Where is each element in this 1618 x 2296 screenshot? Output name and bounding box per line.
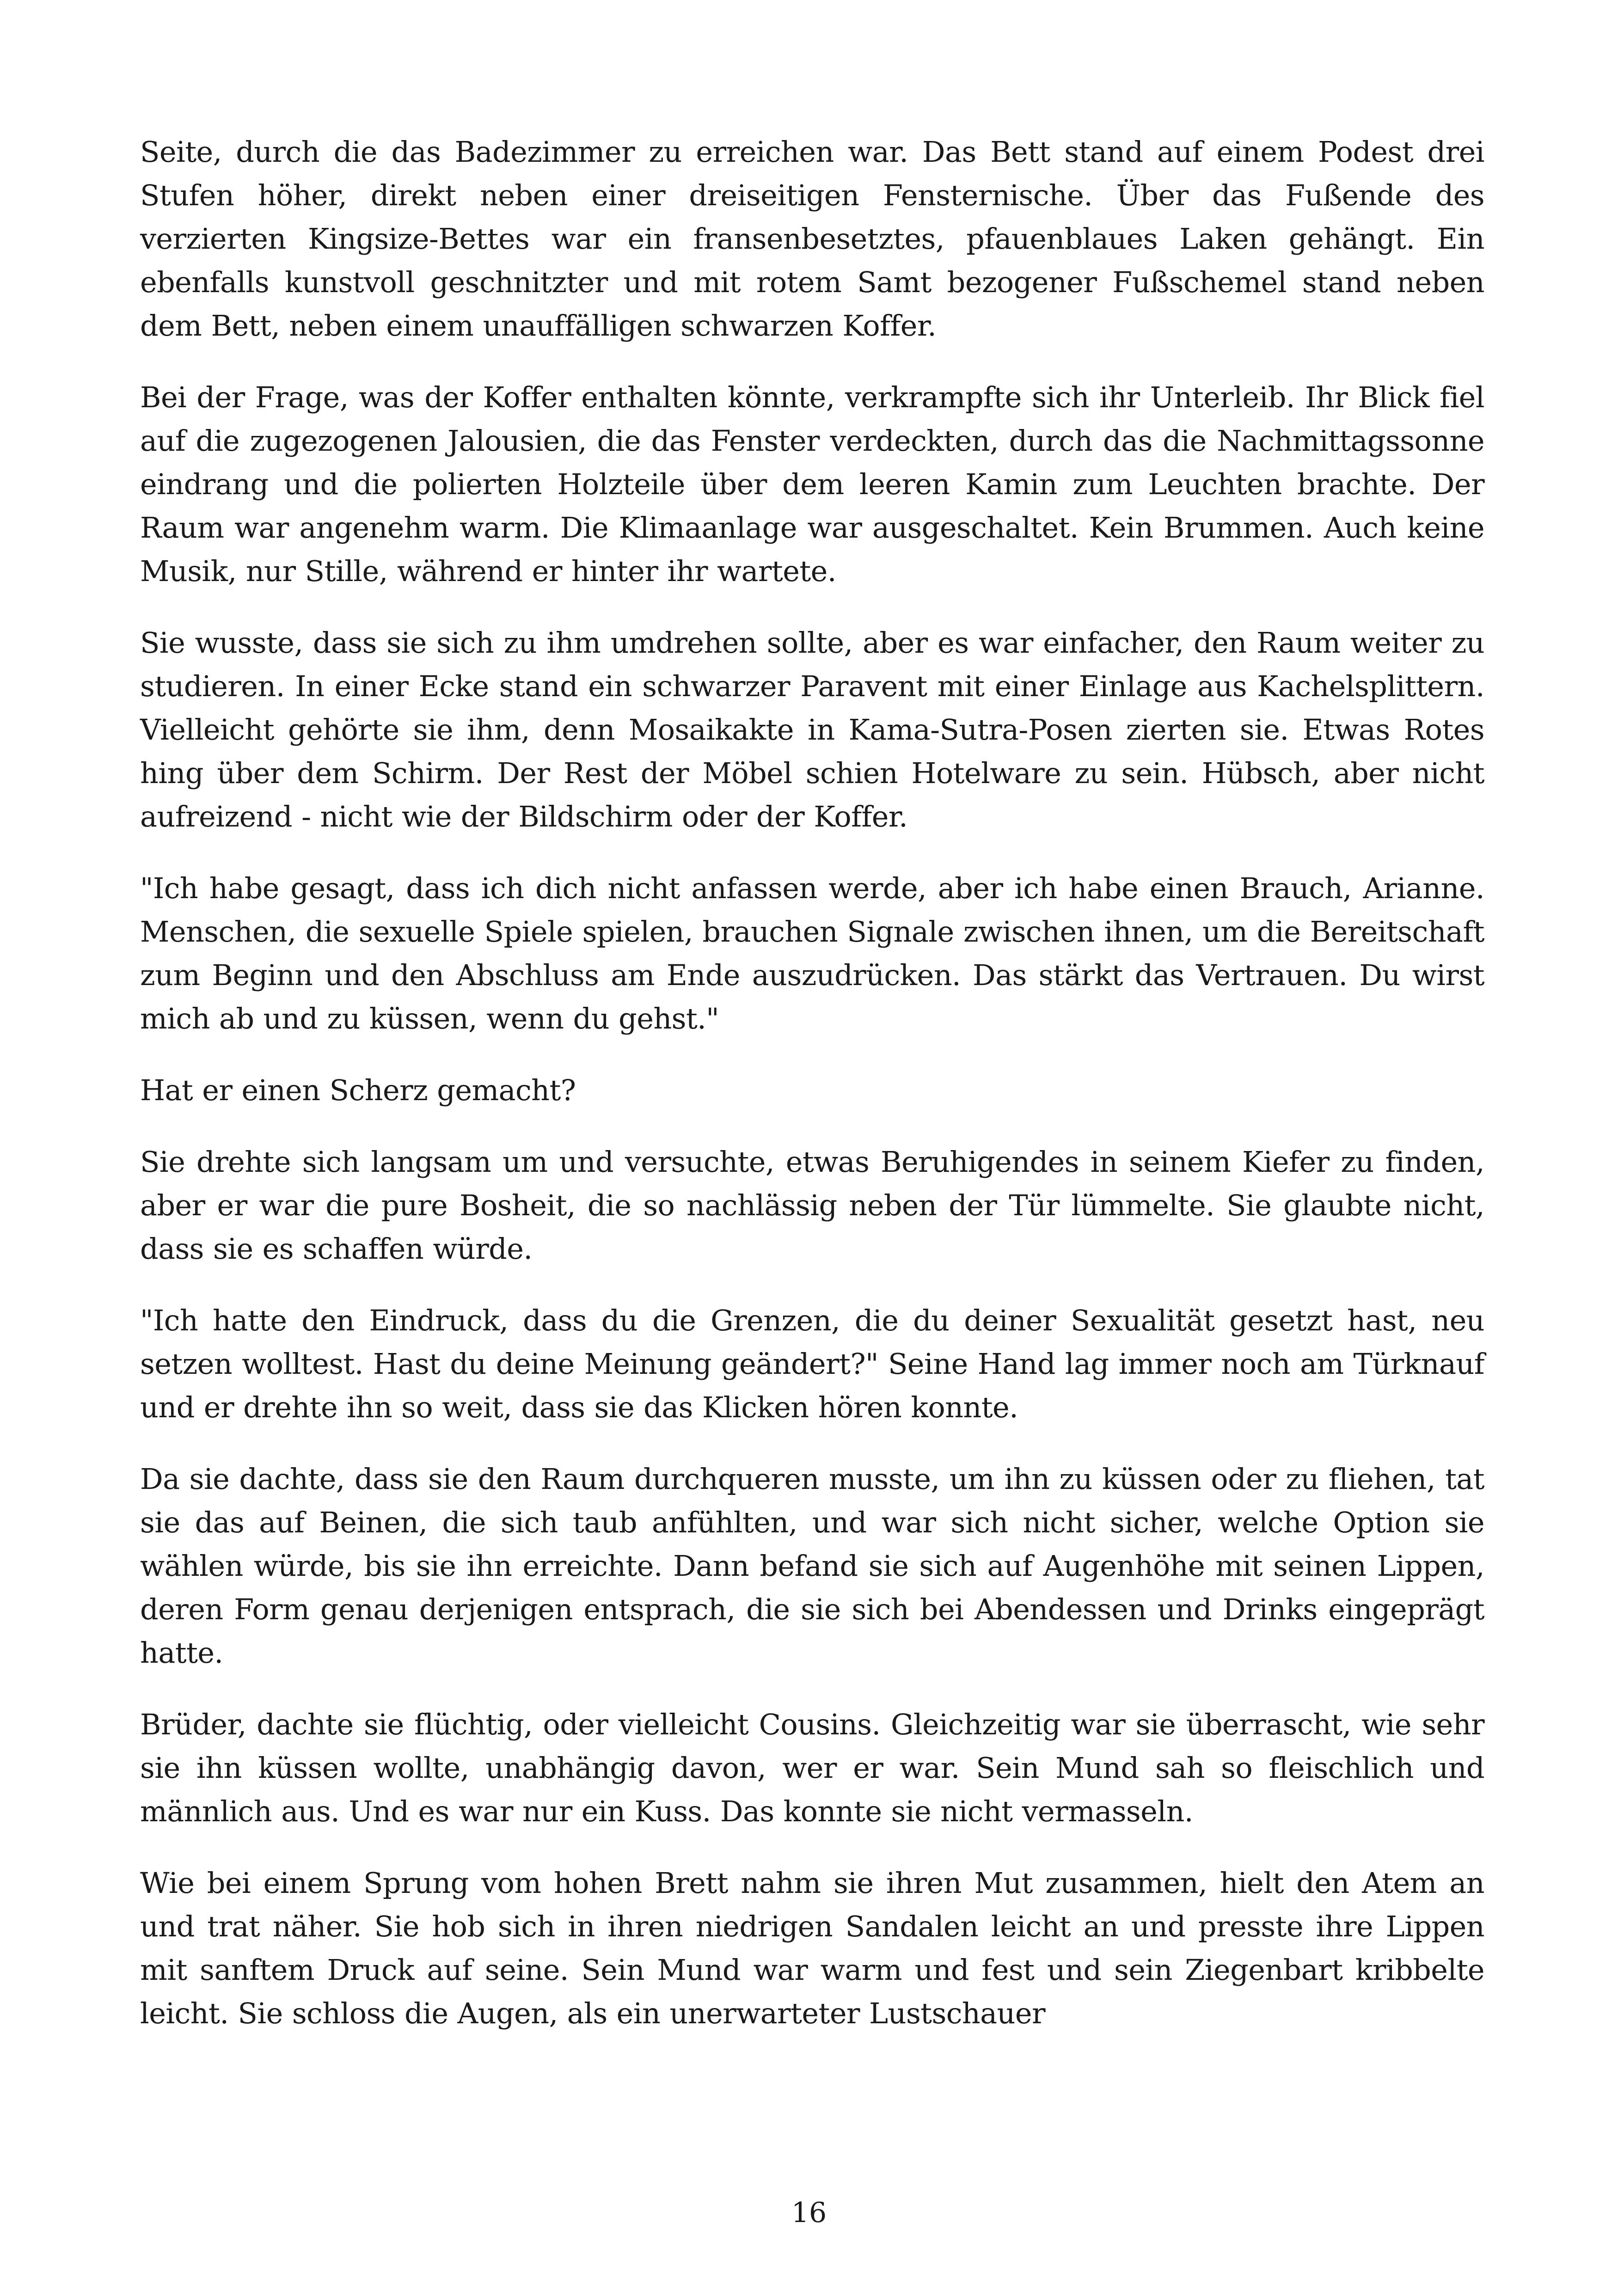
paragraph-7: "Ich hatte den Eindruck, dass du die Grenzen, die du deiner Sexualität gesetzt hast, neu setzen wolltest. Hast du deine Meinung geändert?" Seine Hand lag immer noch am Türknauf und er drehte ihn so weit, dass sie das Klicken hören konnte. [140,1304,1484,1424]
paragraph-3: Sie wusste, dass sie sich zu ihm umdrehen sollte, aber es war einfacher, den Raum weiter zu studieren. In einer Ecke stand ein schwarzer Paravent mit einer Einlage aus Kachelsplittern. Vielleicht gehörte sie ihm, denn Mosaikakte in Kama-Sutra-Posen zierten sie. Etwas Rotes hing über dem Schirm. Der Rest der Möbel schien Hotelware zu sein. Hübsch, aber nicht aufreizend - nicht wie der Bildschirm oder der Koffer. [140,626,1484,833]
paragraph-9: Brüder, dachte sie flüchtig, oder vielleicht Cousins. Gleichzeitig war sie überrascht, wie sehr sie ihn küssen wollte, unabhängig davon, wer er war. Sein Mund sah so fleischlich und männlich aus. Und es war nur ein Kuss. Das konnte sie nicht vermasseln. [140,1708,1484,1828]
paragraph-2: Bei der Frage, was der Koffer enthalten könnte, verkrampfte sich ihr Unterleib. Ihr Blick fiel auf die zugezogenen Jalousien, die das Fenster verdeckten, durch das die Nachmittagssonne eindrang und die polierten Holzteile über dem leeren Kamin zum Leuchten brachte. Der Raum war angenehm warm. Die Klimaanlage war ausgeschaltet. Kein Brummen. Auch keine Musik, nur Stille, während er hinter ihr wartete. [140,380,1484,588]
paragraph-5: Hat er einen Scherz gemacht? [140,1073,576,1107]
paragraph-6: Sie drehte sich langsam um und versuchte, etwas Beruhigendes in seinem Kiefer zu finden, aber er war die pure Bosheit, die so nachlässig neben der Tür lümmelte. Sie glaubte nicht, dass sie es schaffen würde. [140,1145,1484,1266]
paragraph-1: Seite, durch die das Badezimmer zu erreichen war. Das Bett stand auf einem Podest drei Stufen höher, direkt neben einer dreiseitigen Fensternische. Über das Fußende des verzierten Kingsize-Bettes war ein fransenbesetztes, pfauenblaues Laken gehängt. Ein ebenfalls kunstvoll geschnitzter und mit rotem Samt bezogener Fußschemel stand neben dem Bett, neben einem unauffälligen schwarzen Koffer. [140,135,1484,343]
paragraph-4: "Ich habe gesagt, dass ich dich nicht anfassen werde, aber ich habe einen Brauch, Arianne. Menschen, die sexuelle Spiele spielen, brauchen Signale zwischen ihnen, um die Bereitschaft zum Beginn und den Abschluss am Ende auszudrücken. Das stärkt das Vertrauen. Du wirst mich ab und zu küssen, wenn du gehst." [140,871,1484,1035]
body-text [140,130,1484,2063]
paragraph-8: Da sie dachte, dass sie den Raum durchqueren musste, um ihn zu küssen oder zu fliehen, tat sie das auf Beinen, die sich taub anfühlten, und war sich nicht sicher, welche Option sie wählen würde, bis sie ihn erreichte. Dann befand sie sich auf Augenhöhe mit seinen Lippen, deren Form genau derjenigen entsprach, die sie sich bei Abendessen und Drinks eingeprägt hatte. [140,1462,1484,1670]
page-number: 16 [791,2197,827,2229]
paragraph-10: Wie bei einem Sprung vom hohen Brett nahm sie ihren Mut zusammen, hielt den Atem an und trat näher. Sie hob sich in ihren niedrigen Sandalen leicht an und presste ihre Lippen mit sanftem Druck auf seine. Sein Mund war warm und fest und sein Ziegenbart kribbelte leicht. Sie schloss die Augen, als ein unerwarteter Lustschauer [140,1866,1484,2030]
